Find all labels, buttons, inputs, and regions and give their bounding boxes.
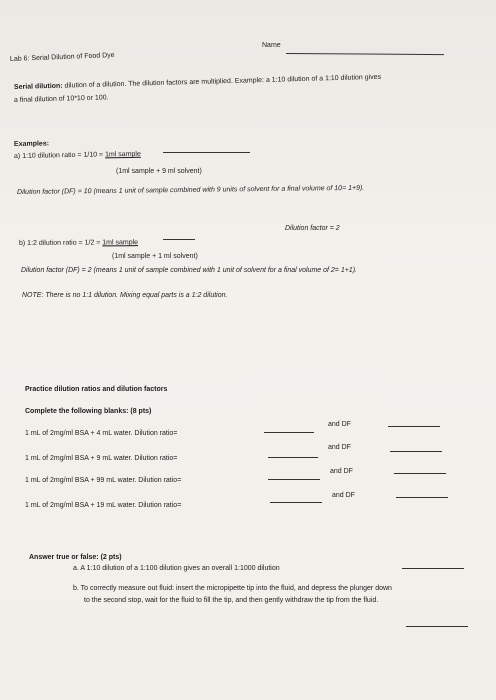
intro-line-1	[14, 74, 381, 91]
example-b-dilution-factor: Dilution factor (DF) = 2 (means 1 unit of sample combined with 1 unit of solvent for a final volume of 2= 1+1).	[21, 267, 357, 274]
practice-row-4-text: 1 mL of 2mg/ml BSA + 19 mL water. Dilution ratio=	[25, 502, 182, 509]
true-false-a-text: a. A 1:10 dilution of a 1:100 dilution gives an overall 1:1000 dilution	[73, 565, 280, 572]
example-a-denominator: (1ml sample + 9 ml solvent)	[116, 168, 202, 175]
practice-row-4-and-df: and DF	[332, 492, 355, 499]
example-b-fraction-bar	[163, 239, 195, 240]
true-false-b-line-1: b. To correctly measure out fluid: insert the micropipette tip into the fluid, and depress the plunger down	[73, 585, 392, 592]
serial-dilution-term: Serial dilution:	[13, 82, 63, 91]
name-blank-line	[286, 53, 444, 55]
intro-definition: dilution of a dilution. The dilution factors are multiplied. Example: a 1:10 dilution of a 1:10 dilution gives	[62, 73, 382, 90]
practice-row-3-text: 1 mL of 2mg/ml BSA + 99 mL water. Dilution ratio=	[25, 477, 182, 484]
true-false-b-line-2: to the second stop, wait for the fluid to fill the tip, and then gently withdraw the tip from the fluid.	[84, 597, 379, 604]
example-b-denominator: (1ml sample + 1 ml solvent)	[112, 253, 198, 260]
note-text: NOTE: There is no 1:1 dilution. Mixing equal parts is a 1:2 dilution.	[22, 292, 228, 299]
example-a-ratio	[14, 151, 141, 160]
name-label: Name	[262, 42, 281, 49]
practice-row-1-ratio-blank[interactable]	[264, 432, 314, 433]
example-b-ratio-text: b) 1:2 dilution ratio = 1/2 =	[18, 239, 103, 247]
practice-row-4-df-blank[interactable]	[396, 497, 448, 498]
practice-row-2-text: 1 mL of 2mg/ml BSA + 9 mL water. Dilution ratio=	[25, 455, 178, 462]
practice-row-2-df-blank[interactable]	[390, 451, 442, 452]
practice-row-2-and-df: and DF	[328, 444, 351, 451]
true-false-b-blank[interactable]	[406, 626, 468, 627]
practice-row-1-text: 1 mL of 2mg/ml BSA + 4 mL water. Dilution ratio=	[25, 430, 178, 437]
intro-line-2: a final dilution of 10*10 or 100.	[13, 94, 109, 104]
practice-row-3-df-blank[interactable]	[394, 473, 446, 474]
practice-instruction: Complete the following blanks: (8 pts)	[25, 408, 152, 415]
example-a-numerator: 1ml sample	[104, 150, 141, 159]
example-a-ratio-text: a) 1:10 dilution ratio = 1/10 =	[13, 151, 106, 160]
example-b-dilution-factor-right: Dilution factor = 2	[285, 225, 340, 232]
practice-row-2-ratio-blank[interactable]	[268, 457, 318, 458]
true-false-heading: Answer true or false: (2 pts)	[29, 554, 122, 561]
example-b-ratio	[19, 239, 138, 247]
practice-row-4-ratio-blank[interactable]	[270, 502, 322, 503]
practice-row-1-df-blank[interactable]	[388, 426, 440, 427]
lab-title: Lab 6: Serial Dilution of Food Dye	[9, 51, 115, 63]
example-a-fraction-bar	[163, 152, 250, 153]
true-false-a-blank[interactable]	[402, 568, 464, 569]
examples-heading: Examples:	[13, 140, 50, 148]
practice-row-1-and-df: and DF	[328, 421, 351, 428]
example-a-dilution-factor: Dilution factor (DF) = 10 (means 1 unit of sample combined with 9 units of solvent for a final volume of 10= 1+9).	[16, 184, 365, 196]
practice-row-3-ratio-blank[interactable]	[268, 479, 320, 480]
practice-heading: Practice dilution ratios and dilution factors	[25, 386, 168, 393]
practice-row-3-and-df: and DF	[330, 468, 353, 475]
example-b-numerator: 1ml sample	[102, 239, 139, 247]
